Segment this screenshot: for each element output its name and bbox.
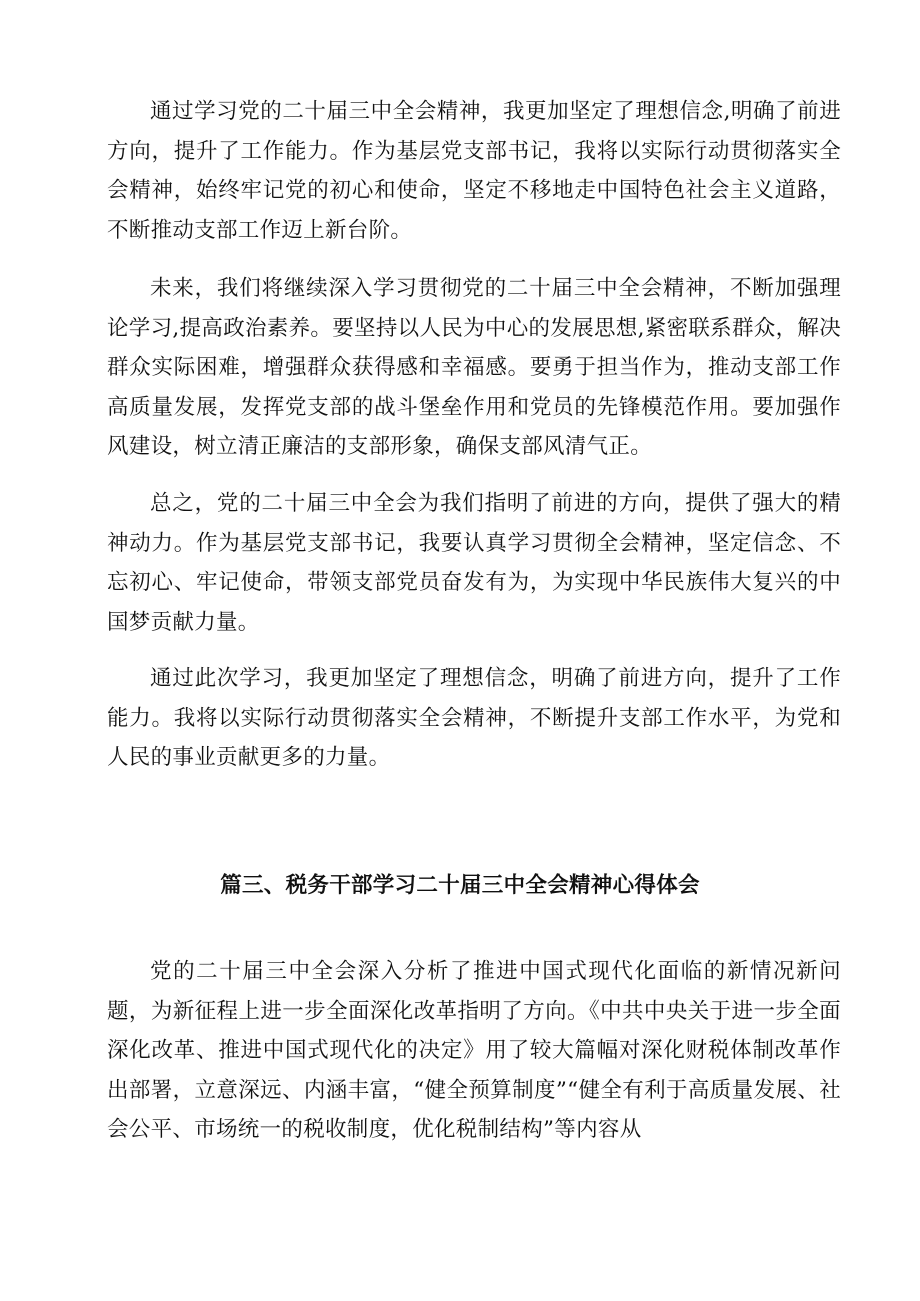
body-paragraph-4: 通过此次学习，我更加坚定了理想信念，明确了前进方向，提升了工作能力。我将以实际行动贯彻落实全会精神，不断提升支部工作水平，为党和人民的事业贡献更多的力量。 [107, 666, 841, 771]
body-paragraph-2: 未来，我们将继续深入学习贯彻党的二十届三中全会精神，不断加强理论学习,提高政治素养。要坚持以人民为中心的发展思想,紧密联系群众，解决群众实际困难，增强群众获得感和幸福感。要勇于担当作为，推动支部工作高质量发展，发挥党支部的战斗堡垒作用和党员的先锋模范作用。要加强作风建设，树立清正廉洁的支部形象，确保支部风清气正。 [107, 276, 841, 460]
section-heading: 篇三、税务干部学习二十届三中全会精神心得体会 [220, 873, 700, 898]
body-paragraph-1: 通过学习党的二十届三中全会精神，我更加坚定了理想信念,明确了前进方向，提升了工作能力。作为基层党支部书记，我将以实际行动贯彻落实全会精神，始终牢记党的初心和使命，坚定不移地走中国特色社会主义道路，不断推动支部工作迈上新台阶。 [107, 99, 841, 243]
body-paragraph-3: 总之，党的二十届三中全会为我们指明了前进的方向，提供了强大的精神动力。作为基层党支部书记，我要认真学习贯彻全会精神，坚定信念、不忘初心、牢记使命，带领支部党员奋发有为，为实现中华民族伟大复兴的中国梦贡献力量。 [107, 491, 841, 635]
section-paragraph-1: 党的二十届三中全会深入分析了推进中国式现代化面临的新情况新问题，为新征程上进一步全面深化改革指明了方向。《中共中央关于进一步全面深化改革、推进中国式现代化的决定》用了较大篇幅对深化财税体制改革作出部署，立意深远、内涵丰富，“健全预算制度”“健全有利于高质量发展、社会公平、市场统一的税收制度，优化税制结构”等内容从 [107, 959, 841, 1143]
